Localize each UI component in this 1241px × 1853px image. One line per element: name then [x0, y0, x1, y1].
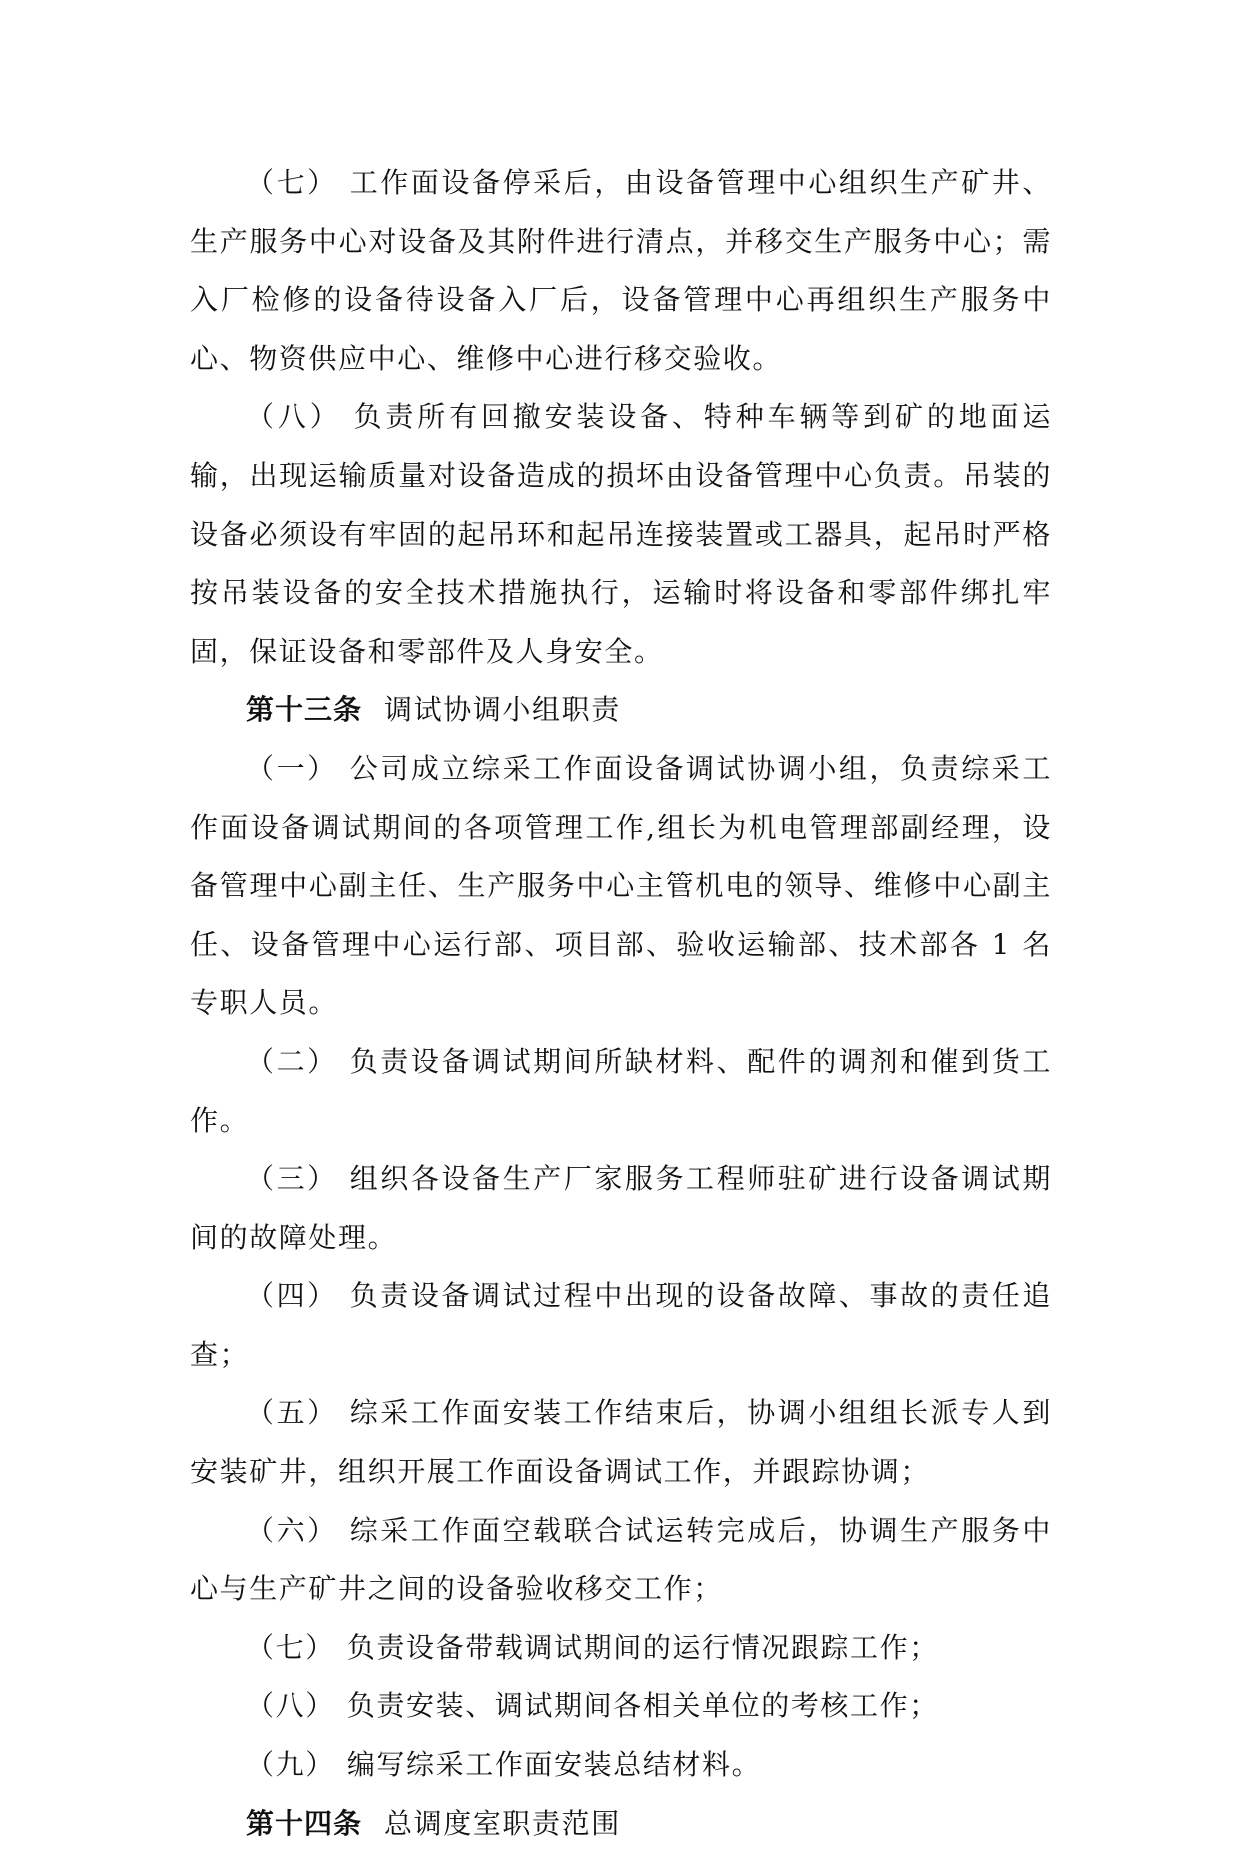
item-number: （九）: [246, 1748, 335, 1782]
item-paragraph: [190, 154, 1052, 388]
item-number: （六）: [246, 1513, 338, 1547]
item-text: 综采工作面空载联合试运转完成后，协调生产服务中心与生产矿井之间的设备验收移交工作；: [190, 1513, 1052, 1606]
document-page: [190, 154, 1052, 1853]
item-number: （八）: [246, 400, 342, 434]
item-paragraph: [190, 1150, 1052, 1267]
item-text: 负责所有回撤安装设备、特种车辆等到矿的地面运输，出现运输质量对设备造成的损坏由设备管理中心负责。吊装的设备必须设有牢固的起吊环和起吊连接装置或工器具，起吊时严格按吊装设备的安全技术措施执行，运输时将设备和零部件绑扎牢固，保证设备和零部件及人身安全。: [190, 400, 1053, 668]
item-paragraph: [190, 1736, 1052, 1795]
item-number: （一）: [246, 751, 338, 785]
item-paragraph: [190, 1267, 1052, 1384]
item-paragraph: [190, 740, 1052, 1033]
item-number: （八）: [246, 1689, 335, 1723]
item-number: （七）: [246, 1630, 335, 1664]
item-number: （五）: [246, 1396, 338, 1430]
item-number: （七）: [246, 166, 338, 199]
item-paragraph: [190, 1677, 1052, 1736]
item-text: 负责设备调试过程中出现的设备故障、事故的责任追查；: [190, 1279, 1052, 1371]
item-paragraph: [190, 388, 1052, 681]
article-number: 第十三条: [246, 693, 363, 727]
item-text: 负责设备带载调试期间的运行情况跟踪工作；: [346, 1630, 939, 1664]
item-text: 负责安装、调试期间各相关单位的考核工作；: [346, 1689, 939, 1723]
item-number: （二）: [246, 1044, 338, 1078]
item-text: 综采工作面安装工作结束后，协调小组组长派专人到安装矿井，组织开展工作面设备调试工作，并跟踪协调；: [190, 1396, 1052, 1489]
item-text: 组织各设备生产厂家服务工程师驻矿进行设备调试期间的故障处理。: [190, 1162, 1052, 1254]
article-heading: [190, 1795, 1052, 1853]
item-number: （四）: [246, 1279, 338, 1313]
article-heading: [190, 681, 1052, 740]
article-title: 调试协调小组职责: [384, 693, 621, 727]
item-text: 编写综采工作面安装总结材料。: [346, 1748, 762, 1782]
item-paragraph: [190, 1619, 1052, 1678]
article-number: 第十四条: [246, 1806, 363, 1840]
item-text: 负责设备调试期间所缺材料、配件的调剂和催到货工作。: [190, 1044, 1052, 1137]
item-paragraph: [190, 1502, 1052, 1619]
item-paragraph: [190, 1033, 1052, 1150]
item-text: 公司成立综采工作面设备调试协调小组，负责综采工作面设备调试期间的各项管理工作,组长为机电管理部副经理，设备管理中心副主任、生产服务中心主管机电的领导、维修中心副主任、设备管理中心运行部、项目部、验收运输部、技术部各 1 名专职人员。: [190, 751, 1052, 1020]
item-number: （三）: [246, 1162, 338, 1196]
item-paragraph: [190, 1384, 1052, 1501]
item-text: 工作面设备停采后，由设备管理中心组织生产矿井、生产服务中心对设备及其附件进行清点，并移交生产服务中心；需入厂检修的设备待设备入厂后，设备管理中心再组织生产服务中心、物资供应中心、维修中心进行移交验收。: [190, 166, 1052, 375]
article-title: 总调度室职责范围: [384, 1806, 621, 1840]
